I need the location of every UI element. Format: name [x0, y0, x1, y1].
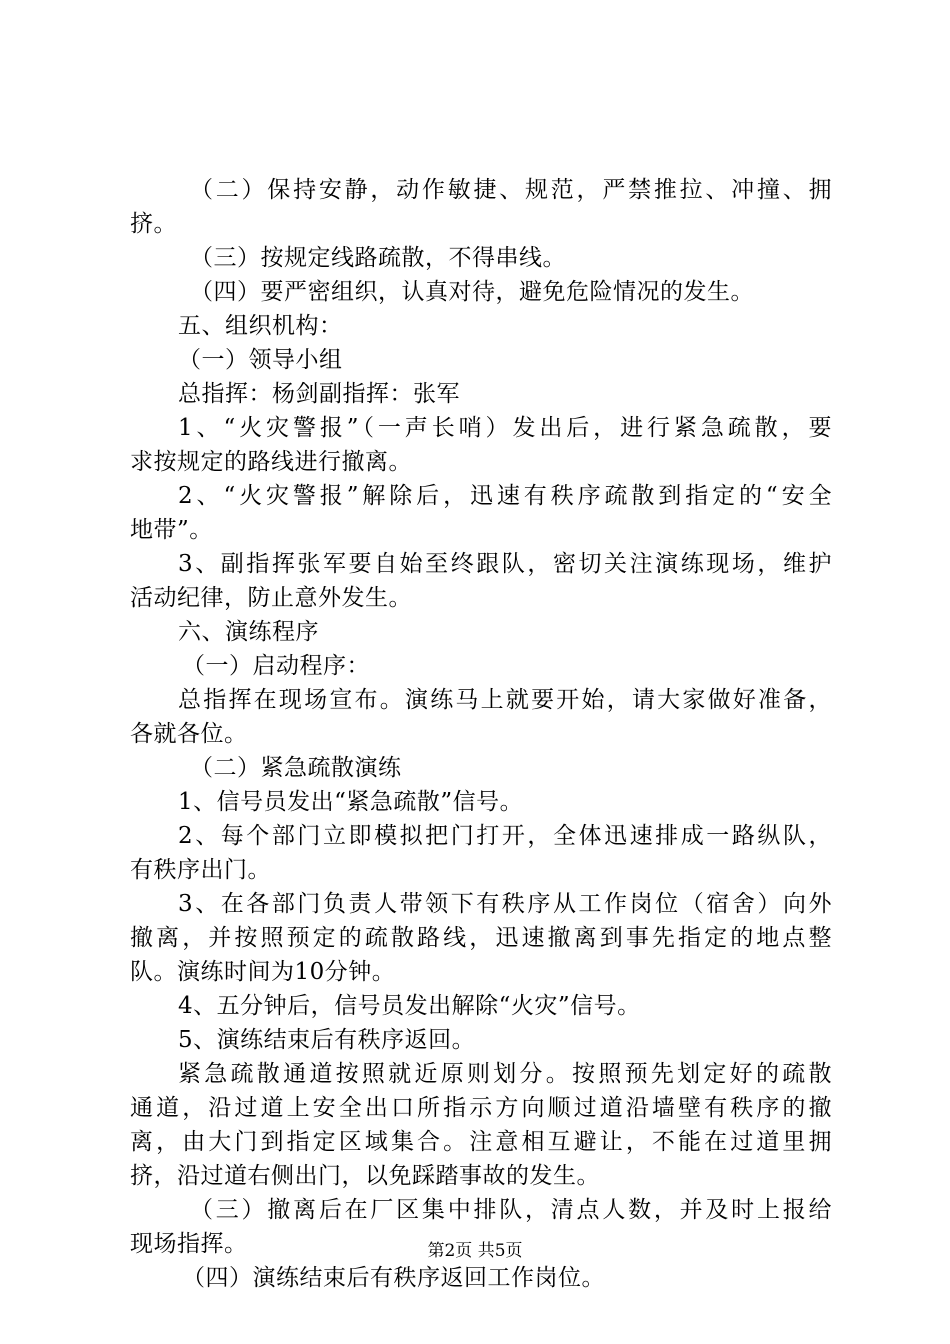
- text-line: 挤。: [130, 211, 177, 237]
- text-line: 有秩序出门。: [130, 857, 271, 883]
- section-heading: 六、演练程序: [178, 619, 319, 645]
- text-line: 紧急疏散通道按照就近原则划分。按照预先划定好的疏散: [178, 1061, 832, 1087]
- text-line: 地带”。: [130, 517, 213, 543]
- document-body: [130, 173, 832, 1295]
- subsection-heading: （一）领导小组: [178, 347, 343, 373]
- page-footer: 第2页 共5页: [427, 1241, 523, 1261]
- text-line: 通道，沿过道上安全出口所指示方向顺过道沿墙壁有秩序的撤: [130, 1095, 832, 1121]
- text-line: 撤离，并按照预定的疏散路线，迅速撤离到事先指定的地点整: [130, 925, 832, 951]
- text-line: 活动纪律，防止意外发生。: [130, 585, 412, 611]
- text-line: （二）保持安静，动作敏捷、规范，严禁推拉、冲撞、拥: [190, 177, 832, 203]
- text-line: 3、在各部门负责人带领下有秩序从工作岗位（宿舍）向外: [178, 891, 832, 917]
- text-line: 求按规定的路线进行撤离。: [130, 449, 412, 475]
- text-line: 离，由大门到指定区域集合。注意相互避让，不能在过道里拥: [130, 1129, 832, 1155]
- section-heading: 五、组织机构：: [178, 313, 343, 339]
- text-line: （四）要严密组织，认真对待，避免危险情况的发生。: [190, 279, 754, 305]
- text-line: 队。演练时间为10分钟。: [130, 959, 396, 985]
- text-line: 现场指挥。: [130, 1231, 248, 1257]
- text-line: （四）演练结束后有秩序返回工作岗位。: [182, 1265, 605, 1291]
- text-line: 2、“火灾警报”解除后，迅速有秩序疏散到指定的“安全: [178, 483, 832, 509]
- text-line: 1、“火灾警报”（一声长哨）发出后，进行紧急疏散，要: [178, 415, 832, 441]
- text-line: 1、信号员发出“紧急疏散”信号。: [178, 789, 524, 815]
- text-line: 4、五分钟后，信号员发出解除“火灾”信号。: [178, 993, 641, 1019]
- text-line: 3、副指挥张军要自始至终跟队，密切关注演练现场，维护: [178, 551, 832, 577]
- text-line: 挤，沿过道右侧出门，以免踩踏事故的发生。: [130, 1163, 600, 1189]
- text-line: （三）撤离后在厂区集中排队，清点人数，并及时上报给: [190, 1197, 832, 1223]
- text-line: 总指挥在现场宣布。演练马上就要开始，请大家做好准备，: [178, 687, 832, 713]
- text-line: 各就各位。: [130, 721, 248, 747]
- subsection-heading: （二）紧急疏散演练: [190, 755, 402, 781]
- text-line: 2、每个部门立即模拟把门打开，全体迅速排成一路纵队，: [178, 823, 832, 849]
- text-line: 5、演练结束后有秩序返回。: [178, 1027, 476, 1053]
- text-line: 总指挥：杨剑副指挥：张军: [178, 381, 460, 407]
- text-line: （三）按规定线路疏散，不得串线。: [190, 245, 566, 271]
- subsection-heading: （一）启动程序：: [182, 653, 370, 679]
